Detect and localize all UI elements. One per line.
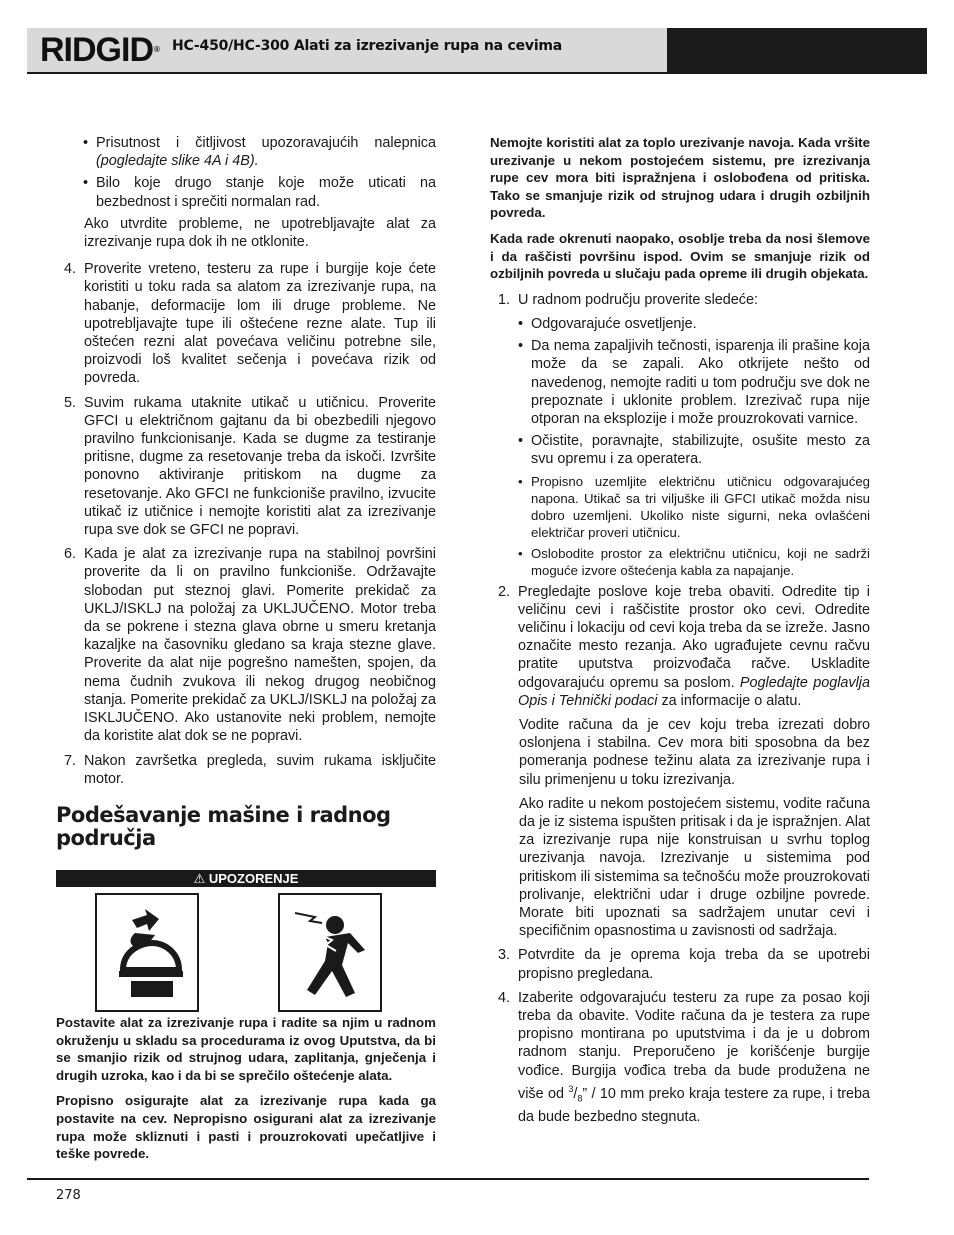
list-item: 4. Proverite vreteno, testeru za rupe i burgije koje ćete koristiti u toku rada sa alatom za izrezivanje rupa, na habanje, deformacije lom ili druge probleme. Ne upotrebljavajte tupe ili oštećene rezne alate. Tup ili oštećen rezni alat povećava veličinu potrebne sile, proizvodi loš kvalitet sečenja i povećava rizik od povreda. (64, 261, 436, 387)
list-item: 2. Pregledajte poslove koje treba obaviti. Odredite tip i veličinu cevi i raščistite prostor oko cevi. Odredite veličinu i lokaciju od cevi koja treba da se izreže. Jasno označite mesto rezanja. Ako ugrađujete cevnu račvu pratite uputstva proizvođača račve. Uskladite odgovarajuću opremu sa poslom. Pogledajte poglavlja Opis i Tehnički podaci za informacije o alatu. (498, 583, 870, 709)
warning-text: Postavite alat za izrezivanje rupa i radite sa njim u radnom okruženju u skladu sa procedurama iz ovog Uputstva, da bi se smanjio rizik od strujnog udara, zaplitanja, gnječenja i drugih uzroka, kao i da bi se sprečilo oštećenje alata. Propisno osigurajte alat za izrezivanje rupa kada ga postavite na cev. Nepropisno osigurani alat za izrezivanje rupa može skliznuti i pasti i prouzrokovati upečatljive i teške povrede. (56, 1015, 436, 1162)
list-item: 7. Nakon završetka pregleda, suvim rukama isključite motor. (64, 752, 436, 787)
header-dark-block (667, 28, 927, 72)
right-column (490, 134, 870, 1132)
warning-paragraph: Nemojte koristiti alat za toplo urezivanje navoja. Kada vršite urezivanje u nekom postojećem sistemu, pre izrezivanja rupe cev mora biti ispražnjena i oslobođena od pritiska. Tako se smanjuje rizik od strujnog udara i drugih ozbiljnih povreda. (490, 135, 870, 221)
warning-triangle-icon: ⚠ (193, 871, 206, 886)
list-item: • Očistite, poravnajte, stabilizujte, osušite mesto za svu opremu i za operatera. (490, 432, 870, 468)
list-item: • Prisutnost i čitljivost upozoravajućih nalepnica (pogledajte slike 4A i 4B). (56, 134, 436, 170)
electric-shock-hazard-icon (278, 893, 382, 1012)
list-item: • Bilo koje drugo stanje koje može uticati na bezbednost i sprečiti normalan rad. (56, 174, 436, 210)
left-column (56, 134, 436, 794)
list-item: 1. U radnom području proverite sledeće: (498, 291, 758, 308)
page-number: 278 (56, 1188, 81, 1203)
list-item: 3. Potvrdite da je oprema koja treba da se upotrebi propisno pregledana. (498, 947, 870, 982)
list-item: • Propisno uzemljite električnu utičnicu odgovarajućeg napona. Utikač sa tri viljuške ili GFCI utikač možda nisu dobro uzemljeni. Ukoliko niste sigurni, neka ovlašćeni električar proveri utičnicu. (490, 473, 870, 541)
section-heading: Podešavanje mašine i radnog područja (56, 803, 391, 850)
document-title: HC-450/HC-300 Alati za izrezivanje rupa na cevima (172, 38, 563, 54)
header-rule (27, 72, 927, 74)
paragraph: Vodite računa da je cev koju treba izrezati dobro oslonjena i stabilna. Cev mora biti sposobna da bez pomeranja podnese težinu alata za izrezivanje rupa i silu primenjenu u toku izrezivanja. (519, 717, 870, 788)
warning-paragraph: Kada rade okrenuti naopako, osoblje treba da nosi šlemove i da raščisti površinu ispod. Ovim se smanjuje rizik od ozbiljnih povreda u slučaju pada opreme ili drugih objekata. (490, 230, 870, 282)
list-item: 5. Suvim rukama utaknite utikač u utičnicu. Proverite GFCI u električnom gajtanu da bi obezbedili njegovo pravilno funkcionisanje. Kada se dugme za testiranje pritisne, dugme za resetovanje treba da iskoči. Izvršite ponovno aktiviranje pritiskom na dugme za resetovanje. Ako GFCI ne funkcioniše pravilno, izvucite utikač iz utičnice i nemojte koristiti alat za izrezivanje rupa sve dok se GFCI ne popravi. (64, 394, 436, 539)
list-item: 6. Kada je alat za izrezivanje rupa na stabilnoj površini proverite da li on pravilno funkcioniše. Održavajte slobodan put steznoj glavi. Pomerite prekidač za UKLJ/ISKLJ na položaj za UKLJUČENO. Motor treba da se pokrene i stezna glava obrne u smeru kretanja kazaljke na časovniku gledano sa kraja stezne glave. Proverite da alat nije pogrešno namešten, spojen, da nema čudnih zvukova ili nekog drugog neobičnog stanja. Pomerite prekidač za UKLJ/ISKLJ na položaj za ISKLJUČENO. Ako ustanovite neki problem, nemojte da koristite alat dok se ne popravi. (64, 546, 436, 745)
paragraph: Ako radite u nekom postojećem sistemu, vodite računa da je iz sistema ispušten pritisak i da je ispražnjen. Alat za izrezivanje rupa nije konstruisan u svrhu toplog urezivanja navoja. Izrezivanje u sistemima pod pritiskom ili sistemima sa tečnošću može prouzrokovati prolivanje, električni udar i druge ozbiljne povrede. Morate biti upoznati sa sadržajem unutar cevi i specifičnim opasnostima u zavisnosti od sadržaja. (519, 795, 870, 940)
warning-bar: ⚠ UPOZORENJE (56, 870, 436, 887)
list-item: • Oslobodite prostor za električnu utičnicu, koji ne sadrži moguće izvore oštećenja kabla za napajanje. (490, 545, 870, 579)
ridgid-logo: RIDGID® (40, 31, 160, 69)
list-item: • Da nema zapaljivih tečnosti, isparenja ili prašine koja može da se zapali. Ako otkrijete nešto od navedenog, nemojte raditi u tom području sve dok ne prepoznate i uklonite problem. Izrezivač rupa nije otporan na eksplozije i može prouzrokovati varnice. (490, 337, 870, 428)
entanglement-hazard-icon (95, 893, 199, 1012)
list-item: • Odgovarajuće osvetljenje. (490, 315, 870, 333)
footer-rule (27, 1178, 869, 1180)
paragraph: Ako utvrdite probleme, ne upotrebljavajte alat za izrezivanje rupa dok ih ne otklonite. (84, 215, 436, 251)
list-item: 4. Izaberite odgovarajuću testeru za rupe za posao koji treba da obavite. Vodite računa da je testera za rupe propisno montirana po uputstvima i da je u dobrom radnom stanju. Preporučeno je korišćenje burgije vođice. Burgija vođica treba da bude produžena ne više od $^3/_8$” / 10 mm preko kraja testere za rupe, i treba da bude bezbedno stegnuta. (498, 989, 870, 1125)
